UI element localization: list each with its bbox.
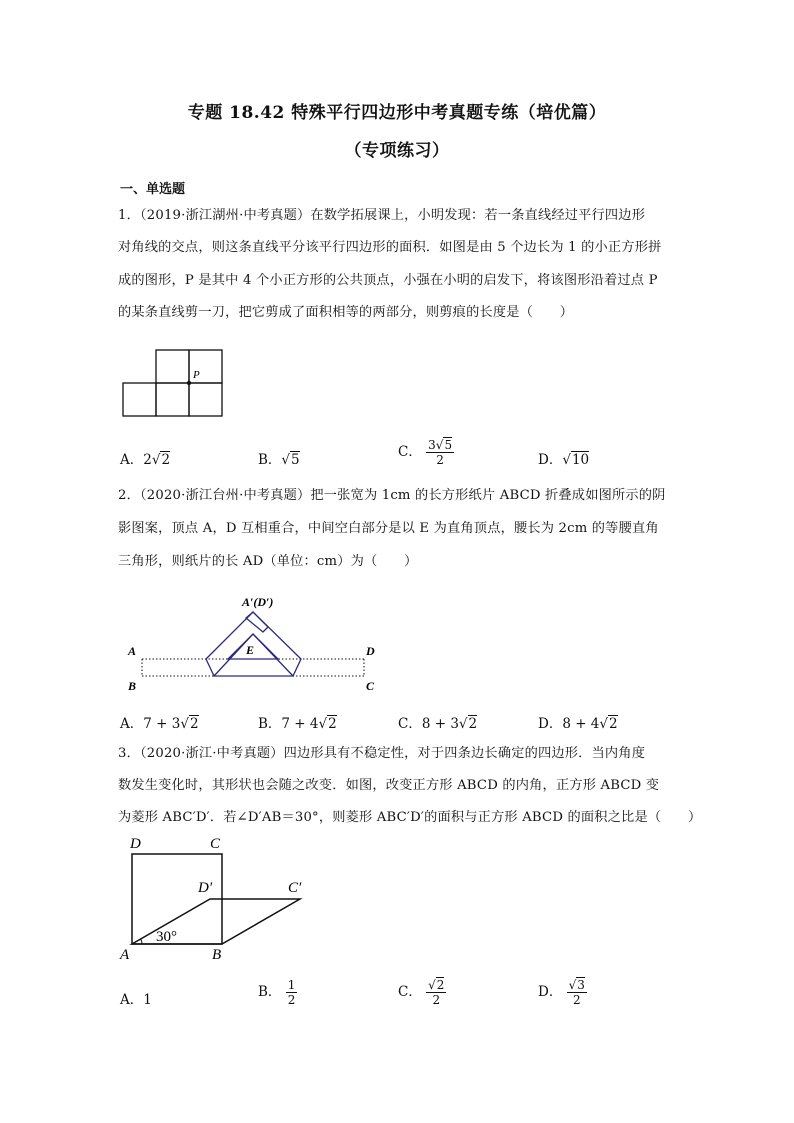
q3-figure [118,834,318,966]
option-label: D． [538,716,563,732]
option-d[interactable]: D． $\frac{√3}{2}$ [538,978,585,1007]
option-label: C． [398,716,422,732]
option-a[interactable]: A．1 [120,992,152,1008]
label-e: E [246,643,255,657]
label-a: A [128,644,137,658]
page-subtitle: （专项练习） [344,141,450,161]
square-bottom-3 [189,383,222,416]
label-d-prime: D′ [198,880,213,896]
option-label: D． [538,452,563,468]
option-a[interactable]: A．2√2 [120,452,171,468]
square-top-left [156,350,189,383]
label-d: D [366,644,375,658]
option-a[interactable]: A．7 + 3√2 [120,716,199,732]
label-b: B [212,947,222,963]
option-label: C． [398,444,422,460]
option-c[interactable]: C． $\frac{√2}{2}$ [398,978,445,1007]
label-top: A′(D′) [242,595,274,609]
q1-line: 1．（2019·浙江湖州·中考真题）在数学拓展课上，小明发现：若一条直线经过平行四边形 [118,208,646,223]
angle-label: 30° [156,929,177,945]
q3-line: 为菱形 ABC′D′．若∠D′AB＝30°，则菱形 ABC′D′的面积与正方形 ABCD 的面积之比是（ ） [118,810,702,825]
option-b[interactable]: B． $\frac{1}{2}$ [258,978,296,1007]
section-heading: 一、单选题 [120,182,186,197]
option-d[interactable]: D．8 + 4√2 [538,716,618,732]
q2-line: 影图案，顶点 A，D 互相重合，中间空白部分是以 E 为直角顶点，腰长为 2cm 的等腰直角 [118,521,659,536]
q1-figure [118,344,238,424]
square-bottom-1 [123,383,156,416]
option-label: D． [538,984,563,1000]
q1-line: 的某条直线剪一刀，把它剪成了面积相等的两部分，则剪痕的长度是（ ） [118,305,574,320]
q3-line: 3．（2020·浙江·中考真题）四边形具有不稳定性，对于四条边长确定的四边形．当内角度 [118,746,646,761]
q2-line: 三角形，则纸片的长 AD（单位：cm）为（ ） [118,554,418,569]
label-a: A [120,947,130,963]
point-p [187,381,191,385]
option-label: A． [120,452,144,468]
q2-line: 2．（2020·浙江台州·中考真题）把一张宽为 1cm 的长方形纸片 ABCD 折叠成如图所示的阴 [118,488,666,503]
option-label: B． [258,716,282,732]
q2-figure [118,592,388,697]
option-label: C． [398,984,422,1000]
label-b: B [128,679,137,693]
option-label: A． [120,716,144,732]
page-title: 专题 18.42 特殊平行四边形中考真题专练（培优篇） [187,103,607,123]
option-c[interactable]: C． $\frac{3√5}{2}$ [398,438,453,467]
option-b[interactable]: B．7 + 4√2 [258,716,337,732]
option-c[interactable]: C．8 + 3√2 [398,716,478,732]
q1-line: 成的图形，P 是其中 4 个小正方形的公共顶点，小强在小明的启发下，将该图形沿着过点 P [118,273,658,288]
option-label: B． [258,452,282,468]
label-d: D [130,836,141,852]
point-p-label: P [193,369,200,381]
option-d[interactable]: D．√10 [538,452,590,468]
square-bottom-2 [156,383,189,416]
q3-line: 数发生变化时，其形状也会随之改变．如图，改变正方形 ABCD 的内角，正方形 ABCD 变 [118,778,660,793]
label-c: C [210,836,221,852]
option-b[interactable]: B．√5 [258,452,300,468]
label-c: C [366,679,375,693]
label-c-prime: C′ [288,880,302,896]
option-label: A． [120,992,144,1008]
option-label: B． [258,984,282,1000]
q1-line: 对角线的交点，则这条直线平分该平行四边形的面积．如图是由 5 个边长为 1 的小正方形拼 [118,240,662,255]
